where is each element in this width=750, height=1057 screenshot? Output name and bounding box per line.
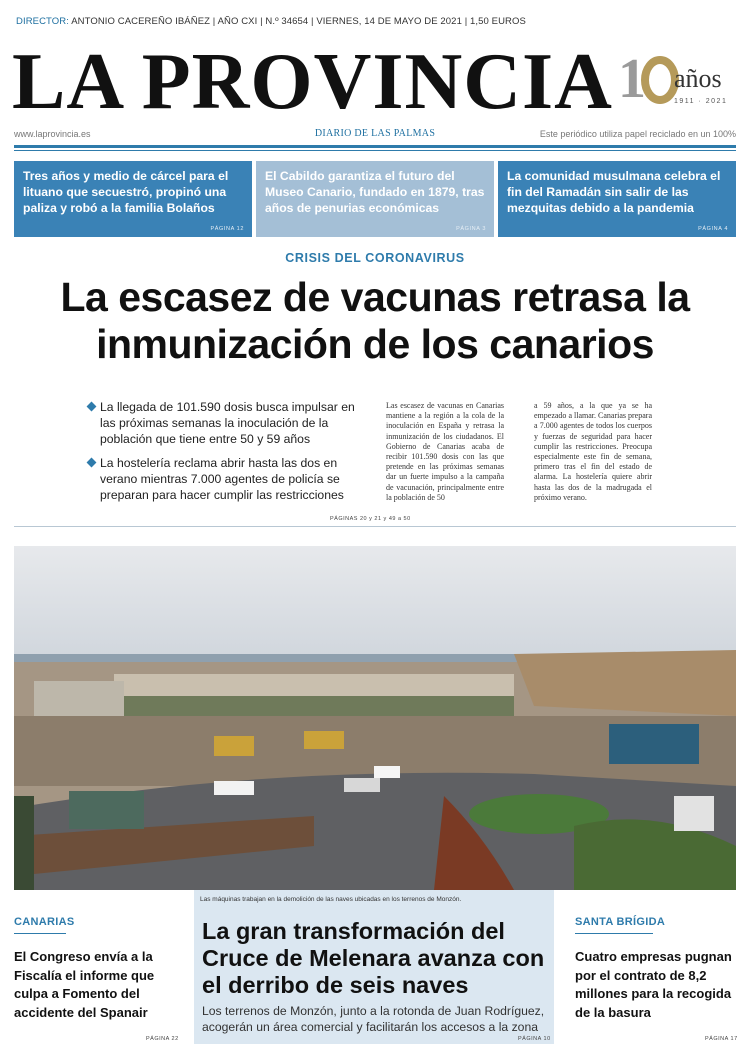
left-story-headline[interactable]: El Congreso envía a la Fiscalía el informe que culpa a Fomento del accidente del Spanair: [14, 949, 155, 1020]
teaser-ramadan[interactable]: [498, 161, 736, 237]
bullet-diamond-icon: [87, 402, 97, 412]
lead-column-1: Las escasez de vacunas en Canarias mantiene a la región a la cola de la inoculación en España y retrasa la inmunización de los ciudadanos. El Gobierno de Canarias acaba de recibir 101.590 dosis con las que pretende en las próximas semanas dar un fuerte impulso a la campaña de vacunación, principalmente entre la población de 50: [386, 401, 504, 502]
photo-caption: Las máquinas trabajan en la demolición de las naves ubicadas en los terrenos de Monzón.: [200, 896, 462, 903]
teaser-text: La comunidad musulmana celebra el fin del Ramadán sin salir de las mezquitas debido a la pandemia: [507, 169, 721, 215]
anniversary-years: 1911 · 2021: [674, 98, 728, 105]
center-story-subhead: Los terrenos de Monzón, junto a la rotonda de Juan Rodríguez, acogerán un área comercial y facilitarán los accesos a la zona: [202, 1004, 545, 1034]
center-story-page: PÁGINA 10: [518, 1036, 551, 1042]
director-label: DIRECTOR:: [16, 16, 69, 27]
lead-kicker: CRISIS DEL CORONAVIRUS: [285, 251, 465, 265]
masthead-title[interactable]: LA PROVINCIA: [12, 38, 613, 126]
lead-page-ref: PÁGINAS 20 y 21 y 49 a 50: [330, 516, 411, 522]
section-label-santa-brigida: SANTA BRÍGIDA: [575, 916, 666, 928]
dateline: [16, 16, 526, 27]
dateline-text: ANTONIO CACEREÑO IBÁÑEZ | AÑO CXI | N.º 34654 | VIERNES, 14 DE MAYO DE 2021 | 1,50 EUROS: [71, 16, 526, 27]
bullet-text: La hostelería reclama abrir hasta las dos en verano mientras 7.000 agentes de policía se preparan para hacer cumplir las restricciones: [100, 456, 344, 502]
demolition-photo-image: [14, 546, 736, 890]
anniversary-word: años: [674, 64, 722, 93]
teaser-museo[interactable]: [256, 161, 494, 237]
teaser-page: PÁGINA 3: [456, 226, 486, 232]
lead-bullets: [88, 399, 370, 511]
section-label-canarias: CANARIAS: [14, 916, 75, 928]
section-label-rule: [575, 933, 653, 934]
anniversary-number: 1: [618, 48, 646, 110]
lead-bullet: [88, 399, 370, 447]
right-story-page: PÁGINA 17: [705, 1036, 738, 1042]
left-story-page: PÁGINA 22: [146, 1036, 179, 1042]
teaser-lituano[interactable]: [14, 161, 252, 237]
recycled-note: Este periódico utiliza papel reciclado en un 100%: [539, 129, 736, 139]
website-link[interactable]: www.laprovincia.es: [14, 129, 91, 139]
section-label-rule: [14, 933, 66, 934]
bullet-text: La llegada de 101.590 dosis busca impulsar en las próximas semanas la inoculación de la población que tiene entre 50 y 59 años: [100, 400, 355, 446]
lead-bullet: [88, 455, 370, 503]
paper-subtitle: DIARIO DE LAS PALMAS: [314, 128, 436, 139]
teaser-page: PÁGINA 12: [210, 226, 244, 232]
right-story-headline[interactable]: Cuatro empresas pugnan por el contrato de 8,2 millones para la recogida de la basura: [575, 949, 732, 1020]
bullet-diamond-icon: [87, 458, 97, 468]
center-story-headline[interactable]: La gran transformación del Cruce de Melenara avanza con el derribo de seis naves: [202, 918, 545, 998]
masthead-rule-thin: [14, 150, 736, 151]
masthead-subline: [14, 128, 736, 142]
lead-photo[interactable]: [14, 546, 736, 890]
teaser-text: El Cabildo garantiza el futuro del Museo Canario, fundado en 1879, tras años de penurias económicas: [265, 169, 485, 215]
masthead-rule: [14, 145, 736, 148]
teaser-text: Tres años y medio de cárcel para el lituano que secuestró, propinó una paliza y robó a la familia Bolaños: [23, 169, 229, 215]
section-divider: [14, 526, 736, 527]
lead-column-2: a 59 años, a la que ya se ha empezado a llamar. Canarias prepara a 7.000 agentes de todos los cuerpos y fuerzas de seguridad para hacer cumplir las restricciones. Preocupa especialmente este fin de semana, primero tras el fin del estado de alarma. La hostelería quiere abrir hasta las dos de la madrugada el próximo verano.: [534, 401, 652, 502]
anniversary-logo: [618, 50, 740, 114]
teaser-page: PÁGINA 4: [698, 226, 728, 232]
lead-headline[interactable]: La escasez de vacunas retrasa la inmunización de los canarios: [60, 274, 690, 367]
